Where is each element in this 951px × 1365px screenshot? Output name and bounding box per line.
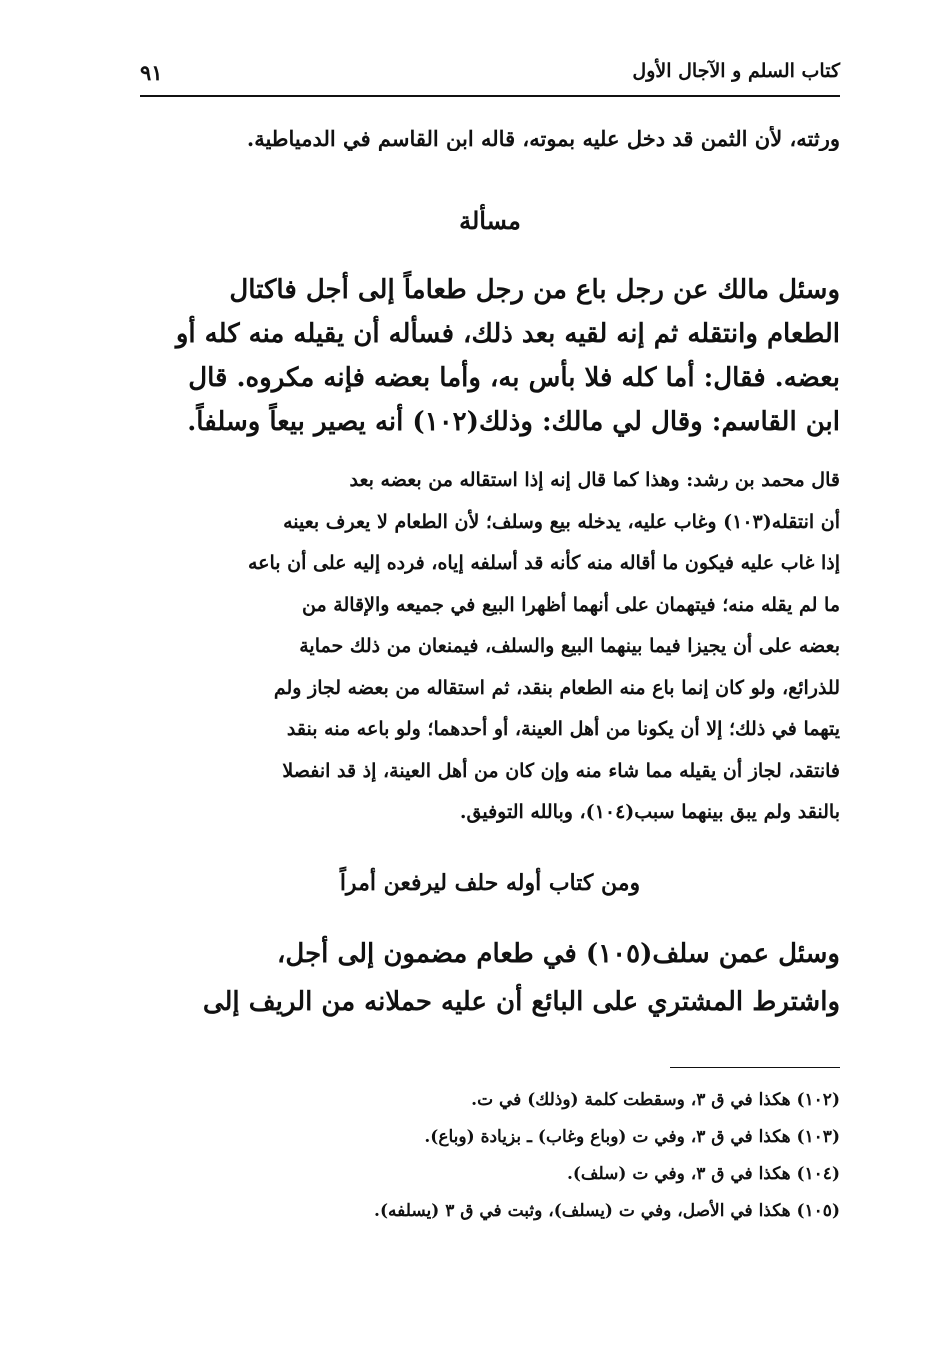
text-line: أن انتقله(١٠٣) وغاب عليه، يدخله بيع وسلف؛ لأن الطعام لا يعرف بعينه [283,510,840,533]
commentary-line-text: وهذا كما قال إنه إذا استقاله من بعضه بعد [349,469,680,491]
text-line: الطعام وانتقله ثم إنه لقيه بعد ذلك، فسأله أن يقيله منه كله أو [175,319,840,349]
text-line: وسئل مالك عن رجل باع من رجل طعاماً إلى أجل فاكتال [229,275,840,305]
text-line [140,460,840,502]
section-title-masala: مسألة [459,206,521,235]
text-line: ورثته، لأن الثمن قد دخل عليه بموته، قاله ابن القاسم في الدمياطية. [246,126,840,151]
commentary-lead: قال محمد بن رشد: [686,469,840,491]
footnote-divider [670,1067,840,1068]
page-header [140,58,840,94]
commentary-paragraph [140,460,840,834]
text-line: للذرائع، ولو كان إنما باع منه الطعام بنقد، ثم استقاله من بعضه لجاز ولم [273,676,840,699]
text-line: واشترط المشتري على البائع أن عليه حملانه من الريف إلى [202,987,840,1017]
footnote: (١٠٢) هكذا في ق ٣، وسقطت كلمة (وذلك) في ت. [471,1090,840,1110]
text-line: إذا غاب عليه فيكون ما أقاله منه كأنه قد أسلفه إياه، فرده إليه على أن باعه [247,552,840,574]
text-line: بعضه. فقال: أما كله فلا بأس به، وأما بعضه فإنه مكروه. قال [188,363,840,393]
footnote: (١٠٤) هكذا في ق ٣، وفي ت (سلف). [566,1164,840,1184]
running-title: كتاب السلم و الآجال الأول [632,60,840,82]
text-line: بالنقد ولم يبق بينهما سبب(١٠٤)، وبالله التوفيق. [459,801,840,823]
intro-line [140,126,840,151]
text-line: ابن القاسم: وقال لي مالك: وذلك(١٠٢) أنه يصير بيعاً وسلفاً. [187,407,840,437]
footnote: (١٠٣) هكذا في ق ٣، وفي ت (وباع وغاب) ـ بزيادة (وباع). [424,1127,840,1147]
text-line: وسئل عمن سلف(١٠٥) في طعام مضمون إلى أجل، [277,939,840,969]
header-divider [140,95,840,97]
second-question-paragraph [140,930,840,1026]
footnotes [140,1082,840,1230]
text-line: يتهما في ذلك؛ إلا أن يكونا من أهل العينة، أو أحدهما؛ ولو باعه منه بنقد [286,718,840,740]
section-title-book: ومن كتاب أوله حلف ليرفعن أمراً [339,870,641,896]
page-number: ٩١ [140,60,163,85]
text-line: ما لم يقله منه؛ فيتهمان على أنهما أظهرا البيع في جميعه والإقالة من [302,593,840,616]
footnote: (١٠٥) هكذا في الأصل، وفي ت (يسلف)، وثبت في ق ٣ (يسلفه). [374,1201,840,1221]
text-line: فانتقد، لجاز أن يقيله مما شاء منه وإن كان من أهل العينة، إذ قد انفصلا [282,759,840,782]
question-paragraph [140,268,840,444]
text-line: بعضه على أن يجيزا فيما بينهما البيع والسلف، فيمنعان من ذلك حماية [299,635,840,657]
